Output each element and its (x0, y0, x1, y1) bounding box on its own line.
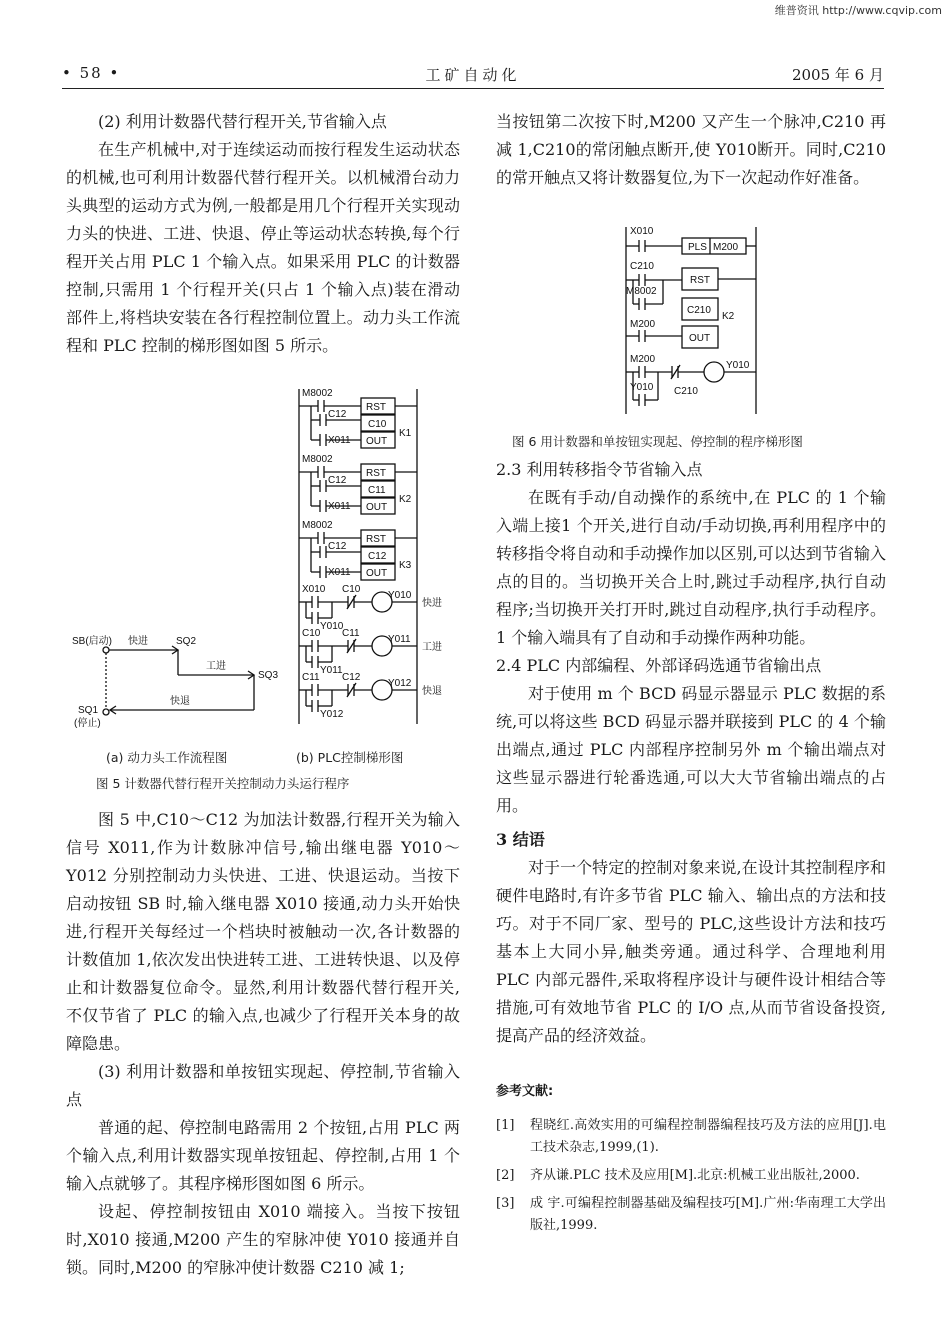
ladder-m8002-2: M8002 (302, 454, 333, 465)
fig6-m200-contact-2: M200 (630, 354, 656, 365)
ladder-m8002-3: M8002 (302, 520, 333, 531)
reference-item: [3] 成 宇.可编程控制器基础及编程技巧[M].广州:华南理工大学出版社,1999. (496, 1196, 886, 1233)
fig6-m200-output: M200 (713, 242, 739, 253)
ladder-c12-contact-2: C12 (328, 475, 347, 486)
ladder-x011-2: X011 (328, 501, 351, 512)
fig6-k2: K2 (722, 311, 735, 322)
ladder-c11-contact-2: C11 (302, 672, 320, 683)
ladder-c10-contact: C10 (342, 584, 361, 595)
ladder-y011-seal: Y011 (320, 665, 343, 676)
section-3-paragraph-2: 设起、停控制按钮由 X010 端接入。当按下按钮时,X010 接通,M200 产生的窄脉冲使 Y010 接通并自锁。同时,M200 的窄脉冲使计数器 C210 减 1; (66, 1202, 460, 1277)
ladder-work-feed: 工进 (422, 642, 442, 653)
left-column-bottom (66, 806, 460, 1282)
figure-5 (66, 384, 466, 794)
ladder-x011-1: X011 (328, 435, 351, 446)
reference-item: [1] 程晓红.高效实用的可编程控制器编程技巧及方法的应用[J].电工技术杂志,1999,(1). (496, 1118, 886, 1155)
page-number: • 58 • (62, 64, 121, 82)
figure-6 (496, 222, 886, 454)
ladder-c10-contact-2: C10 (302, 628, 321, 639)
flow-fast-return-label: 快退 (170, 696, 190, 707)
fig6-y010-seal: Y010 (630, 382, 654, 393)
ladder-y010-seal: Y010 (320, 621, 344, 632)
section-2-4-paragraph: 对于使用 m 个 BCD 码显示器显示 PLC 数据的系统,可以将这些 BCD 码显示器并联接到 PLC 的 4 个输出端点,通过 PLC 内部程序控制另外 m 个输出端点对这些显示器进行轮番选通,可以大大节省输出端点的占用。 (496, 684, 886, 815)
fig6-c210-nc-contact: C210 (674, 386, 698, 397)
conclusion-heading: 3 结语 (496, 830, 545, 849)
ladder-fast-return: 快退 (422, 686, 442, 697)
ladder-c12-contact-4: C12 (342, 672, 361, 683)
ladder-c10-counter: C10 (368, 419, 387, 430)
references (496, 1080, 886, 1243)
figure-6-drawing (496, 222, 886, 422)
ladder-c12-contact-1: C12 (328, 409, 347, 420)
section-2-title: (2) 利用计数器代替行程开关,节省输入点 (98, 112, 387, 131)
figure-5-drawing (66, 384, 466, 734)
fig6-y010-coil: Y010 (726, 360, 750, 371)
ladder-x010-contact: X010 (302, 584, 326, 595)
fig6-out: OUT (689, 333, 711, 344)
fig6-m8002: M8002 (626, 286, 657, 297)
figure-5-subcaption-a: (a) 动力头工作流程图 (106, 750, 228, 765)
section-2-3-paragraph: 在既有手动/自动操作的系统中,在 PLC 的 1 个输入端上接1 个开关,进行自动/手动切换,再利用程序中的转移指令将自动和手动操作加以区别,可以达到节省输入点的目的。当切换开关合上时,跳过手动程序,执行自动程序;当切换开关打开时,跳过自动程序,执行手动程序。1 个输入端具有了自动和手动操作两种功能。 (496, 488, 886, 647)
continued-paragraph: 当按钮第二次按下时,M200 又产生一个脉冲,C210 再减 1,C210的常闭触点断开,使 Y010断开。同时,C210 的常开触点又将计数器复位,为下一次起动作好准备。 (496, 112, 886, 187)
ladder-rst-3: RST (366, 534, 386, 545)
section-2-3-heading: 2.3 利用转移指令节省输入点 (496, 460, 703, 479)
section-3-paragraph-1: 普通的起、停控制电路需用 2 个按钮,占用 PLC 两个输入点,利用计数器实现单按钮起、停控制,占用 1 个输入点就够了。其程序梯形图如图 6 所示。 (66, 1118, 460, 1193)
section-3-title: (3) 利用计数器和单按钮实现起、停控制,节省输入点 (66, 1062, 460, 1109)
ladder-y010-coil: Y010 (388, 590, 412, 601)
watermark: 维普资讯 http://www.cqvip.com (774, 4, 942, 17)
figure-6-caption: 图 6 用计数器和单按钮实现起、停控制的程序梯形图 (512, 434, 803, 449)
fig6-m200-contact-1: M200 (630, 319, 656, 330)
flow-sq3-label: SQ3 (258, 670, 279, 681)
fig6-x010-contact: X010 (630, 226, 654, 237)
references-title: 参考文献: (496, 1084, 554, 1099)
ladder-x011-3: X011 (328, 567, 351, 578)
ladder-rst-1: RST (366, 402, 386, 413)
figure-5-description: 图 5 中,C10～C12 为加法计数器,行程开关为输入信号 X011,作为计数脉冲信号,输出继电器 Y010～Y012 分别控制动力头快进、工进、快退运动。当按下启动按钮 SB 时,输入继电器 X010 接通,动力头开始快进,行程开关每经过一个档块时被触动一次,各计数器的计数值加 1,依次发出快进转工进、工进转快退、以及停止和计数器复位命令。显然,利用计数器代替行程开关,不仅节省了 PLC 的输入点,也减少了行程开关本身的故障隐患。 (66, 810, 460, 1053)
ladder-m8002-1: M8002 (302, 388, 333, 399)
ladder-out-1: OUT (366, 436, 388, 447)
ladder-y011-coil: Y011 (388, 634, 411, 645)
journal-name: 工矿自动化 (425, 66, 521, 84)
flow-fast-forward-label: 快进 (128, 636, 148, 647)
ladder-y012-coil: Y012 (388, 678, 412, 689)
ladder-y012-seal: Y012 (320, 709, 344, 720)
ladder-c11-counter: C11 (368, 485, 386, 496)
right-column-bottom (496, 456, 886, 1050)
fig6-pls: PLS (688, 242, 707, 253)
flow-sq1-label: SQ1 (78, 705, 99, 716)
flow-sq2-label: SQ2 (176, 636, 197, 647)
ladder-k1: K1 (399, 428, 412, 439)
ladder-c12-counter: C12 (368, 551, 387, 562)
ladder-rst-2: RST (366, 468, 386, 479)
section-2-paragraph: 在生产机械中,对于连续运动而按行程发生运动状态的机械,也可利用计数器代替行程开关。以机械滑台动力头典型的运动方式为例,一般都是用几个行程开关实现动力头的快进、工进、快退、停止等运动状态转换,每个行程开关占用 PLC 1 个输入点。如果采用 PLC 的计数器控制,只需用 1 个行程开关(只占 1 个输入点)装在滑动部件上,将档块安装在各行程控制位置上。动力头工作流程和 PLC 控制的梯形图如图 5 所示。 (66, 140, 460, 355)
fig6-c210-counter: C210 (687, 305, 711, 316)
left-column-top (66, 108, 460, 360)
ladder-k2: K2 (399, 494, 412, 505)
reference-item: [2] 齐从谦.PLC 技术及应用[M].北京:机械工业出版社,2000. (496, 1168, 860, 1183)
ladder-fast-forward: 快进 (422, 598, 442, 609)
fig6-rst: RST (690, 275, 710, 286)
fig6-c210-contact: C210 (630, 261, 654, 272)
flow-work-feed-label: 工进 (206, 661, 226, 672)
page-header (62, 62, 884, 89)
ladder-out-3: OUT (366, 568, 388, 579)
issue-date: 2005 年 6 月 (791, 66, 884, 84)
ladder-c12-contact-3: C12 (328, 541, 347, 552)
figure-5-subcaption-b: (b) PLC控制梯形图 (296, 750, 404, 765)
ladder-k3: K3 (399, 560, 412, 571)
right-column-top (496, 108, 886, 192)
ladder-c11-contact: C11 (342, 628, 360, 639)
ladder-out-2: OUT (366, 502, 388, 513)
section-2-4-heading: 2.4 PLC 内部编程、外部译码选通节省输出点 (496, 656, 822, 675)
conclusion-paragraph: 对于一个特定的控制对象来说,在设计其控制程序和硬件电路时,有许多节省 PLC 输入、输出点的方法和技巧。对于不同厂家、型号的 PLC,这些设计方法和技巧基本上大同小异,触类旁通。通过科学、合理地利用 PLC 内部元器件,采取将程序设计与硬件设计相结合等措施,可有效地节省 PLC 的 I/O 点,从而节省设备投资,提高产品的经济效益。 (496, 858, 886, 1045)
flow-stop-label: (停止) (74, 718, 101, 729)
figure-5-caption: 图 5 计数器代替行程开关控制动力头运行程序 (96, 776, 350, 791)
flow-sb-label: SB(启动) (72, 636, 112, 647)
